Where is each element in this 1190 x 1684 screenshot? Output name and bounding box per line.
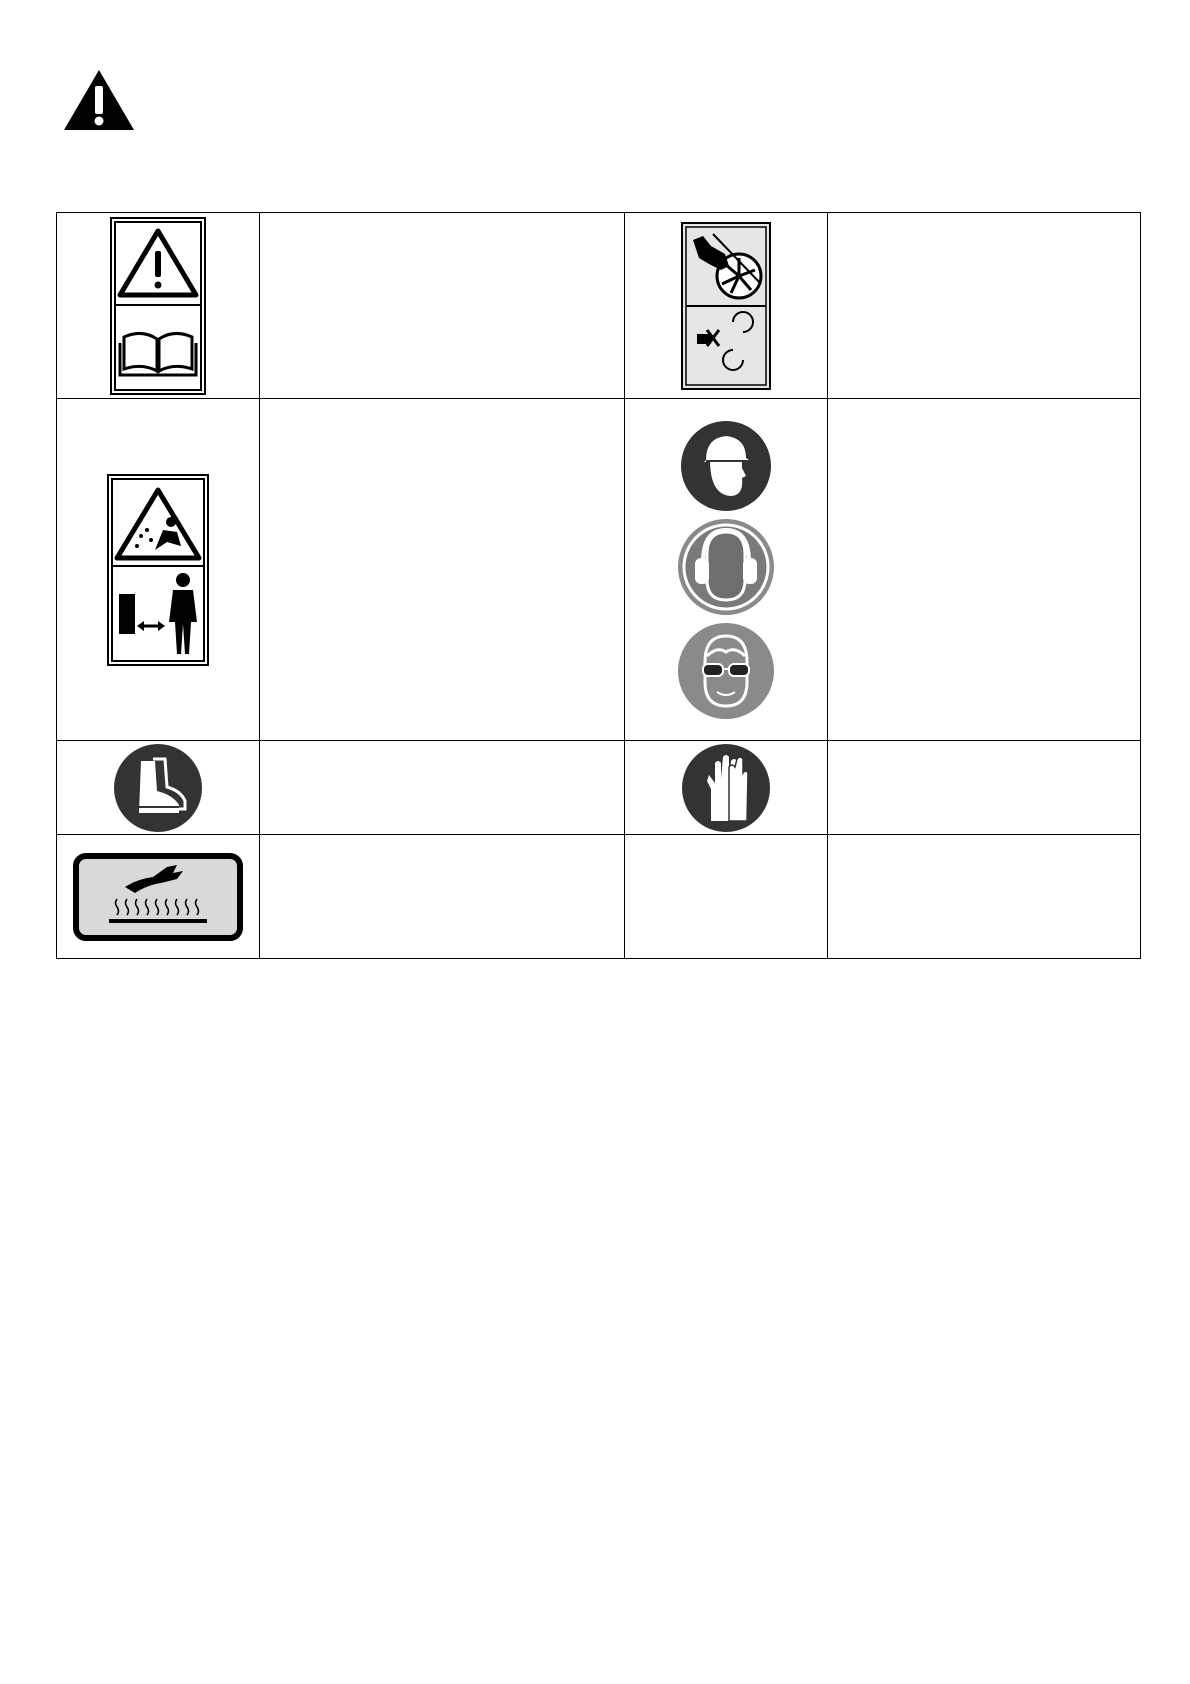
rotating-fan-hand-hazard-label-icon <box>681 222 771 390</box>
description-cell <box>828 835 1141 959</box>
icon-cell <box>57 213 260 399</box>
hot-surface-icon <box>73 853 243 941</box>
safety-boots-icon <box>113 743 203 833</box>
description-cell <box>828 399 1141 741</box>
icon-cell <box>625 741 828 835</box>
table-row <box>57 835 1141 959</box>
read-manual-label-icon <box>110 217 206 395</box>
description-cell <box>828 213 1141 399</box>
thrown-objects-keep-distance-label-icon <box>107 474 209 666</box>
icon-cell <box>625 399 828 741</box>
description-cell <box>260 741 625 835</box>
empty-icon-cell <box>625 835 828 959</box>
safety-symbols-table <box>56 212 1141 959</box>
icon-cell <box>625 213 828 399</box>
ear-protection-icon <box>677 518 775 616</box>
safety-gloves-icon <box>681 743 771 833</box>
hard-hat-icon <box>680 420 772 512</box>
table-row <box>57 213 1141 399</box>
description-cell <box>828 741 1141 835</box>
safety-glasses-icon <box>677 622 775 720</box>
table-row <box>57 399 1141 741</box>
icon-cell <box>57 835 260 959</box>
icon-cell <box>57 741 260 835</box>
icon-cell <box>57 399 260 741</box>
description-cell <box>260 835 625 959</box>
warning-triangle-icon <box>62 68 136 132</box>
table-row <box>57 741 1141 835</box>
description-cell <box>260 213 625 399</box>
description-cell <box>260 399 625 741</box>
